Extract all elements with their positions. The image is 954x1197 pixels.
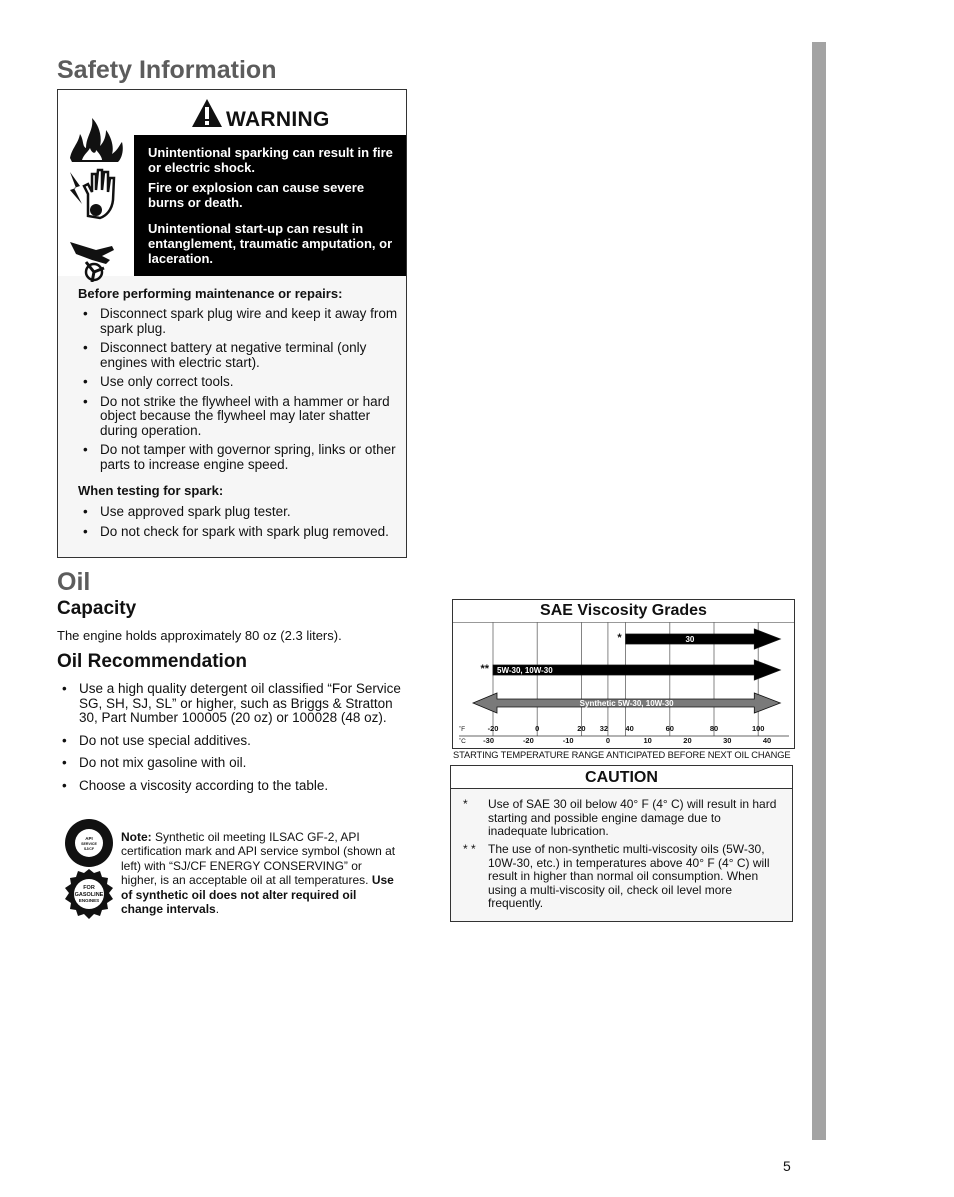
list-item: • Disconnect battery at negative terminal (only engines with electric start). [78, 341, 400, 370]
caution-marker: * * [463, 842, 476, 856]
hazard-text: Unintentional start-up can result in entanglement, traumatic amputation, or laceration. [148, 221, 393, 266]
hazard-text: Unintentional sparking can result in fire or electric shock. [148, 145, 393, 175]
oil-title: Oil [57, 568, 91, 596]
tick-label-f: 100 [751, 724, 765, 733]
spark-label: When testing for spark: [78, 483, 224, 498]
capacity-text: The engine holds approximately 80 oz (2.3 liters). [57, 628, 342, 643]
capacity-heading: Capacity [57, 598, 137, 619]
hazard-text: Fire or explosion can cause severe burns or death. [148, 180, 365, 210]
viscosity-chart-plot [453, 622, 794, 747]
tick-label-c: -20 [522, 736, 534, 745]
axis-unit-c: ˚C [459, 738, 466, 745]
tick-label-c: 20 [683, 736, 692, 745]
tick-label-f: 80 [709, 724, 719, 733]
note-bold-text: Use of synthetic oil does not alter required oil change intervals [121, 873, 394, 917]
api-service-seal-icon [64, 818, 114, 868]
tick-label-f: -20 [487, 724, 499, 733]
list-item: • Do not check for spark with spark plug removed. [78, 525, 400, 540]
list-item: • Use only correct tools. [78, 375, 400, 390]
viscosity-bar [617, 629, 780, 649]
warning-triangle-icon [191, 98, 223, 128]
list-item: • Choose a viscosity according to the table. [57, 779, 409, 794]
api-seal-text: SJ/CF [83, 847, 95, 851]
series-label: Synthetic 5W-30, 10W-30 [579, 699, 674, 708]
tick-label-f: 32 [599, 724, 609, 733]
list-item: • Do not use special additives. [57, 734, 409, 749]
tick-label-f: 0 [535, 724, 540, 733]
gasoline-engines-seal-icon [63, 868, 115, 920]
oil-recommendation-heading: Oil Recommendation [57, 651, 248, 672]
list-item: • Do not mix gasoline with oil. [57, 756, 409, 771]
axis-unit-f: ˚F [459, 726, 466, 733]
fire-icon [66, 108, 126, 164]
tick-label-c: 40 [762, 736, 772, 745]
caution-text: The use of non-synthetic multi-viscosity oils (5W-30, 10W-30, etc.) in temperatures above 40° F (4° C) will result in higher than normal oil consumption. When using a multi-viscosity oil, check oil level more frequently. [488, 842, 770, 911]
list-item: • Disconnect spark plug wire and keep it away from spark plug. [78, 307, 400, 336]
series-marker: * [617, 632, 622, 644]
maintenance-list [78, 307, 400, 477]
chart-xlabel: STARTING TEMPERATURE RANGE ANTICIPATED BEFORE NEXT OIL CHANGE [453, 750, 791, 760]
electric-shock-hand-icon [66, 164, 126, 222]
tick-label-f: 40 [625, 724, 634, 733]
page-number: 5 [783, 1158, 791, 1174]
tick-label-c: 10 [643, 736, 652, 745]
hazard-icons [58, 90, 134, 276]
api-seal-text: SERVICE [81, 842, 97, 846]
gasoline-seal-text: GASOLINE [74, 892, 104, 898]
list-item: • Use approved spark plug tester. [78, 505, 400, 520]
note-end: . [215, 902, 220, 917]
tick-label-c: 0 [605, 736, 611, 745]
chart-title: SAE Viscosity Grades [540, 602, 707, 619]
gasoline-seal-text: ENGINES [78, 898, 100, 903]
oil-recommendation-list [57, 682, 409, 798]
tick-label-c: -30 [483, 736, 495, 745]
warning-header [134, 90, 406, 135]
warning-title: WARNING [226, 108, 330, 131]
caution-text: Use of SAE 30 oil below 40° F (4° C) will result in hard starting and possible engine damage due to inadequate lubrication. [488, 797, 777, 839]
maintenance-label: Before performing maintenance or repairs: [78, 286, 343, 301]
viscosity-chart [452, 599, 795, 749]
list-item: • Use a high quality detergent oil classified “For Service SG, SH, SJ, SL” or higher, such as Briggs & Stratton 30, Part Number 100005 (20 oz) or 100028 (48 oz). [57, 682, 409, 726]
tick-label-f: 60 [665, 724, 674, 733]
gasoline-seal-text: FOR [83, 885, 95, 891]
warning-box [57, 89, 407, 558]
list-item: • Do not strike the flywheel with a hammer or hard object because the flywheel may later shatter during operation. [78, 395, 400, 439]
hazard-panel [134, 135, 406, 276]
series-marker: ** [480, 663, 489, 675]
tick-label-c: -10 [562, 736, 574, 745]
amputation-hand-fan-icon [66, 232, 126, 282]
api-seal-text: API [85, 836, 93, 841]
viscosity-bar [480, 660, 780, 680]
caution-marker: * [463, 797, 468, 811]
synthetic-oil-note [121, 830, 401, 916]
page-edge-bar [812, 42, 826, 1140]
series-label: 30 [685, 635, 695, 644]
note-text: Synthetic oil meeting ILSAC GF-2, API certification mark and API service symbol (shown at left) with “SJ/CF ENERGY CONSERVING” or higher, is an acceptable oil at all temperatures. [121, 830, 396, 888]
series-label: 5W-30, 10W-30 [497, 666, 553, 675]
safety-title: Safety Information [57, 56, 277, 84]
viscosity-bar [473, 693, 780, 713]
note-label: Note: [121, 830, 152, 844]
list-item: • Do not tamper with governor spring, links or other parts to increase engine speed. [78, 443, 400, 472]
caution-box [450, 765, 793, 922]
tick-label-f: 20 [577, 724, 586, 733]
spark-list [78, 505, 400, 544]
tick-label-c: 30 [723, 736, 732, 745]
caution-title: CAUTION [451, 766, 792, 789]
viscosity-bar-shape [626, 629, 781, 649]
